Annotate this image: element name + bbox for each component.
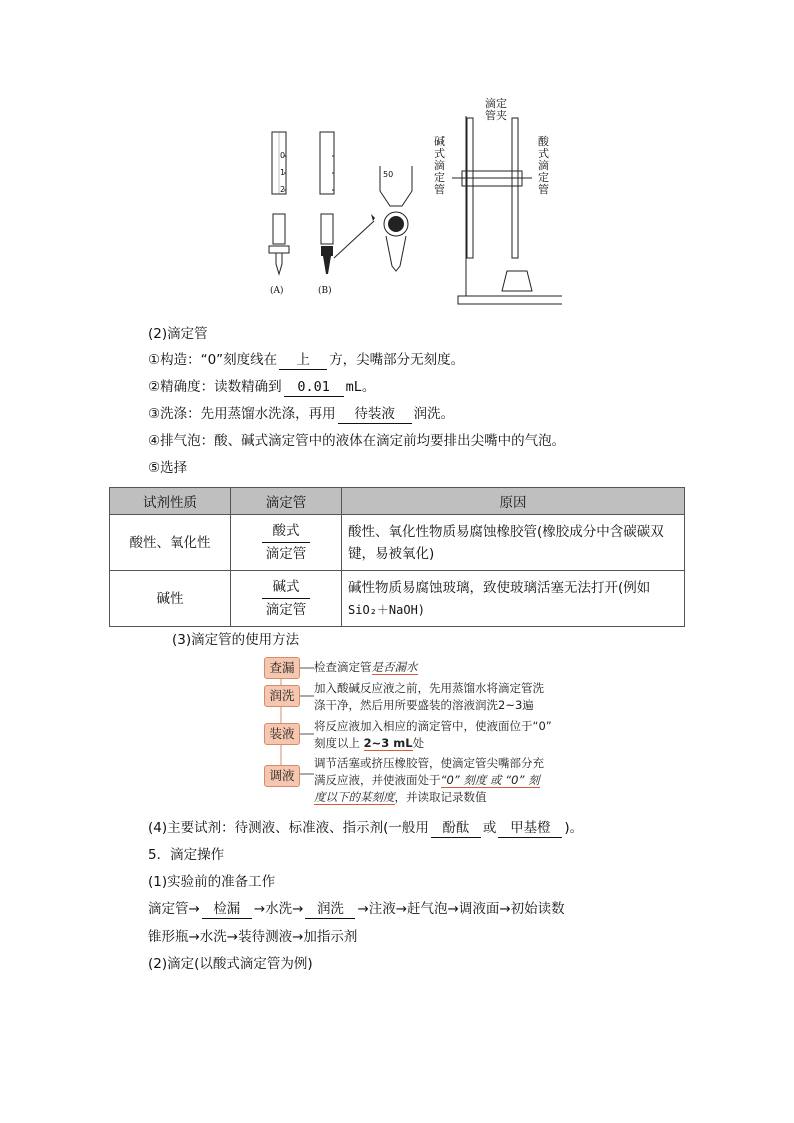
blank-answer: 酚酞 <box>431 819 481 838</box>
blank-answer: 0.01 <box>284 378 344 397</box>
section-5-title: 5．滴定操作 <box>148 847 225 863</box>
step-text-fill <box>314 718 552 752</box>
blank-answer: 待装液 <box>338 405 412 424</box>
prop-cell: 碱性 <box>110 571 231 627</box>
step-text-leak <box>314 659 418 676</box>
text: →注液→赶气泡→调液面→初始读数 <box>357 901 565 917</box>
table-row <box>110 515 685 571</box>
highlight: 是否漏水 <box>371 660 418 674</box>
prep-flow-burette <box>148 900 565 919</box>
table-row <box>110 571 685 627</box>
select-line <box>148 459 187 477</box>
label-right: 酸式滴定管 <box>538 135 549 196</box>
reason-cell <box>342 571 685 627</box>
text: 涤干净，然后用所要盛装的溶液润洗2~3遍 <box>314 698 534 712</box>
prop-cell: 酸性、氧化性 <box>110 515 231 571</box>
reagents-line <box>148 819 583 838</box>
step-tag-rinse: 润洗 <box>264 685 300 707</box>
burette-figure <box>262 96 562 316</box>
text: 或 <box>482 820 497 836</box>
text: 方，尖嘴部分无刻度。 <box>329 352 465 368</box>
tick-2: 2 <box>280 185 286 194</box>
blank-answer: 酸式 <box>262 520 310 543</box>
section-title <box>148 325 208 343</box>
blank-answer: 润洗 <box>305 900 355 919</box>
wash-line <box>148 405 454 424</box>
header-cell: 原因 <box>342 488 685 515</box>
highlight: 2~3 mL <box>363 736 413 750</box>
text: 检查滴定管 <box>314 660 372 674</box>
step-tag-fill: 装液 <box>264 723 300 745</box>
unit-text: mL。 <box>345 379 376 395</box>
table-header <box>110 488 685 515</box>
reason-chem: SiO₂＋NaOH) <box>348 602 426 617</box>
text: 润洗。 <box>413 406 455 422</box>
label-a: (A) <box>270 286 284 296</box>
usage-title: (3)滴定管的使用方法 <box>172 632 300 648</box>
highlight: “0” 刻度 或 “0” 刻 <box>440 773 540 787</box>
header-cell: 滴定管 <box>231 488 342 515</box>
text: 刻度以上 <box>314 736 360 750</box>
tube-suffix: 滴定管 <box>265 546 307 562</box>
text: ⑤选择 <box>148 460 188 476</box>
section-5-2-title: (2)滴定(以酸式滴定管为例) <box>148 956 313 972</box>
highlight: 度以下的某刻度 <box>314 790 395 804</box>
bubble-line <box>148 432 565 450</box>
label-left: 碱式滴定管 <box>434 135 445 196</box>
prep-flow-flask: 锥形瓶→水洗→装待测液→加指示剂 <box>148 929 358 945</box>
text: ④排气泡：酸、碱式滴定管中的液体在滴定前均要排出尖嘴中的气泡。 <box>148 433 566 449</box>
text: →水洗→ <box>253 901 304 917</box>
blank-answer: 检漏 <box>202 900 252 919</box>
text: ③洗涤：先用蒸馏水洗涤，再用 <box>148 406 336 422</box>
tube-suffix: 滴定管 <box>265 602 307 618</box>
label-b: (B) <box>318 286 332 296</box>
reason-text: 碱性物质易腐蚀玻璃，致使玻璃活塞无法打开(例如 <box>348 579 651 596</box>
tick-50: 50 <box>383 170 394 179</box>
text: 滴定管→ <box>148 901 200 917</box>
step-text-adjust <box>314 755 544 806</box>
tick-0: 0 <box>280 151 286 160</box>
text: ①构造：“0”刻度线在 <box>148 352 278 368</box>
reason-cell: 酸性、氧化性物质易腐蚀橡胶管(橡胶成分中含碳碳双键，易被氧化) <box>342 515 685 571</box>
section-5-1-title: (1)实验前的准备工作 <box>148 874 276 890</box>
precision-line <box>148 378 375 397</box>
step-text-rinse <box>314 680 544 714</box>
tube-cell <box>231 515 342 571</box>
text: ②精确度：读数精确到 <box>148 379 282 395</box>
structure-line <box>148 351 464 370</box>
blank-answer: 上 <box>279 351 327 370</box>
header-cell: 试剂性质 <box>110 488 231 515</box>
blank-answer: 甲基橙 <box>498 819 562 838</box>
text: 处 <box>412 736 425 750</box>
tube-cell <box>231 571 342 627</box>
text: 将反应液加入相应的滴定管中，使液面位于“0” <box>314 719 552 733</box>
blank-answer: 碱式 <box>262 576 310 599</box>
text: 加入酸碱反应液之前，先用蒸馏水将滴定管洗 <box>314 681 544 695</box>
text: )。 <box>564 820 584 836</box>
text: ，并读取记录数值 <box>394 790 487 804</box>
step-tag-leak: 查漏 <box>264 657 300 679</box>
text: 调节活塞或挤压橡胶管，使滴定管尖嘴部分充 <box>314 756 544 770</box>
title-text: (2)滴定管 <box>148 326 208 342</box>
text: 满反应液，并使液面处于 <box>314 773 441 787</box>
label-top: 滴定管夹 <box>485 97 507 122</box>
tick-1: 1 <box>280 168 286 177</box>
step-tag-adjust: 调液 <box>264 765 300 787</box>
selection-table <box>109 487 685 627</box>
text: (4)主要试剂：待测液、标准液、指示剂(一般用 <box>148 820 429 836</box>
